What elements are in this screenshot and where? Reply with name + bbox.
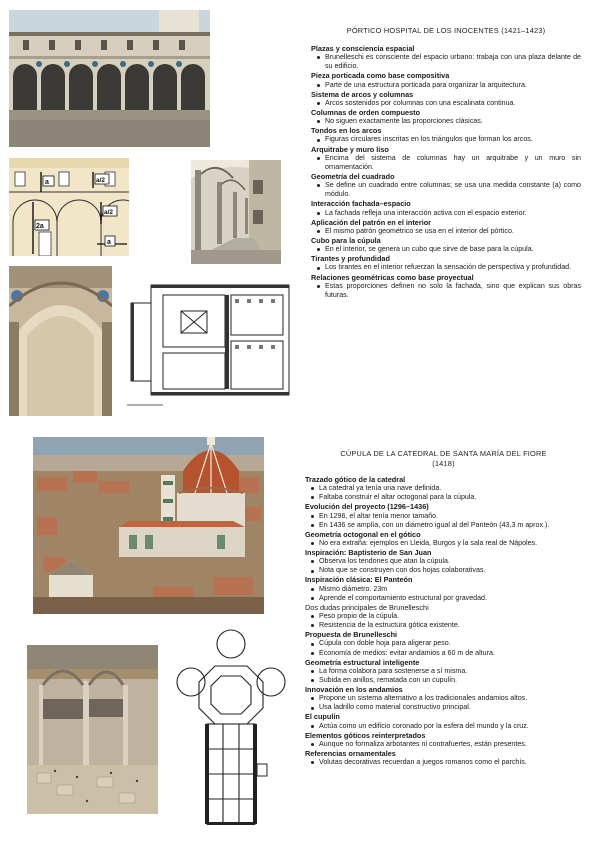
item-heading: Sistema de arcos y columnas	[311, 89, 414, 99]
photo-portico-corridor	[191, 160, 281, 264]
section-cupula-santa-maria	[305, 449, 582, 767]
item-bullet: Volutas decorativas recuerdan a juegos romanos como el parchís.	[319, 758, 582, 767]
item-bullet: En 1436 se amplía, con un diámetro igual al del Panteón (43,3 m aprox.).	[319, 521, 582, 530]
item-heading: Innovación en los andamios	[305, 685, 403, 695]
floor-plan-cathedral	[169, 624, 293, 831]
item-bullet: Los tirantes en el interior refuerzan la sensación de perspectiva y profundidad.	[325, 263, 581, 272]
item-bullet: La catedral ya tenía una nave definida.	[319, 484, 582, 493]
item-bullet: Actúa como un edificio coronado por la esfera del mundo y la cruz.	[319, 722, 582, 731]
photo-cathedral-interior	[27, 645, 158, 814]
item-heading: Dos dudas principales de Brunelleschi	[305, 602, 429, 612]
item-heading: Inspiración: Baptisterio de San Juan	[305, 548, 432, 558]
section-title-cupula-year: (1418)	[432, 459, 455, 468]
item-bullet: La fachada refleja una interacción activa con el espacio exterior.	[325, 209, 581, 218]
item-heading: Referencias ornamentales	[305, 749, 396, 759]
item-bullet: Observa los tendones que atan la cúpula.	[319, 557, 582, 566]
item-bullet: Aunque no formaliza arbotantes ni contrafuertes, están presentes.	[319, 740, 582, 749]
item-bullet: Mismo diámetro. 23m	[319, 585, 582, 594]
item-bullet: Brunelleschi es consciente del espacio urbano: trabaja con una plaza delante de su edificio.	[325, 53, 581, 71]
item-bullet: Figuras circulares inscritas en los triángulos que forman los arcos.	[325, 135, 581, 144]
item-heading: Cubo para la cúpula	[311, 235, 381, 245]
label-2a: 2a	[36, 223, 44, 230]
item-bullet: Arcos sostenidos por columnas con una escalinata continua.	[325, 99, 581, 108]
label-a: a	[45, 179, 49, 186]
item-heading: Tirantes y profundidad	[311, 254, 390, 264]
item-heading: Plazas y consciencia espacial	[311, 44, 415, 53]
item-heading: Inspiración clásica: El Panteón	[305, 575, 413, 585]
item-bullet: Cúpula con doble hoja para aligerar peso.	[319, 639, 582, 648]
item-heading: Evolución del proyecto (1296–1436)	[305, 502, 429, 512]
item-bullet: No era extraña: ejemplos en Lleida, Burgos y la sala real de Nápoles.	[319, 539, 582, 548]
section-title-hospital: PÓRTICO HOSPITAL DE LOS INOCENTES (1421–1423)	[346, 26, 546, 35]
item-heading: Columnas de orden compuesto	[311, 107, 421, 117]
item-bullet: Peso propio de la cúpula.	[319, 612, 582, 621]
item-heading: Arquitrabe y muro liso	[311, 144, 389, 154]
item-heading: Aplicación del patrón en el interior	[311, 217, 432, 227]
item-bullet: Nota que se construyen con dos hojas colaborativas.	[319, 566, 582, 575]
item-heading: Relaciones geométricas como base proyectual	[311, 272, 474, 282]
label-a-2: a	[107, 239, 111, 246]
item-bullet: Propone un sistema alternativo a los tradicionales andamios altos.	[319, 694, 582, 703]
item-bullet: La forma colabora para sostenerse a sí misma.	[319, 667, 582, 676]
item-heading: El cupulín	[305, 712, 340, 722]
label-a-half: a/2	[96, 177, 106, 184]
item-bullet: Subida en anillos, rematada con un cupulín.	[319, 676, 582, 685]
floor-plan-hospital	[123, 283, 295, 409]
item-bullet: Faltaba construir el altar octogonal para la cúpula.	[319, 493, 582, 502]
item-heading: Tondos en los arcos	[311, 126, 382, 136]
photo-hospital-facade	[9, 10, 210, 147]
photo-florence-cathedral-aerial	[33, 437, 264, 614]
item-bullet: Aprende el comportamiento estructural por gravedad.	[319, 594, 582, 603]
item-bullet: Usa ladrillo como material constructivo principal.	[319, 703, 582, 712]
item-heading: Interacción fachada–espacio	[311, 199, 411, 209]
item-heading: Propuesta de Brunelleschi	[305, 630, 398, 640]
item-bullet: En 1296, el altar tenía menor tamaño.	[319, 512, 582, 521]
item-bullet: Estas proporciones definen no solo la fachada, sino que explican sus obras futuras.	[325, 281, 581, 299]
item-heading: Elementos góticos reinterpretados	[305, 730, 426, 740]
item-heading: Pieza porticada como base compositiva	[311, 71, 450, 81]
item-heading: Geometría octogonal en el gótico	[305, 529, 421, 539]
item-bullet: Encima del sistema de columnas hay un arquitrabe y un muro sin ornamentación.	[325, 153, 581, 171]
item-bullet: Resistencia de la estructura gótica existente.	[319, 621, 582, 630]
item-bullet: Economía de medios: evitar andamios a 60 m de altura.	[319, 649, 582, 658]
diagram-facade-proportions	[9, 158, 129, 256]
item-bullet: Se define un cuadrado entre columnas; se usa una medida constante (a) como módulo.	[325, 181, 581, 199]
item-bullet: Parte de una estructura porticada para organizar la arquitectura.	[325, 81, 581, 90]
section-cupula-items	[305, 475, 582, 767]
label-a-half-2: a/2	[104, 209, 114, 216]
item-heading: Trazado gótico de la catedral	[305, 475, 406, 484]
item-bullet: No siguen exactamente las proporciones clásicas.	[325, 117, 581, 126]
item-bullet: En el interior, se genera un cubo que sirve de base para la cúpula.	[325, 245, 581, 254]
item-bullet: El mismo patrón geométrico se usa en el interior del pórtico.	[325, 227, 581, 236]
section-title-cupula: CÚPULA DE LA CATEDRAL DE SANTA MARÍA DEL FIORE	[340, 449, 547, 458]
item-heading: Geometría del cuadrado	[311, 171, 395, 181]
section-hospital-items	[311, 44, 581, 300]
section-hospital-inocentes	[311, 26, 581, 300]
item-heading: Geometría estructural inteligente	[305, 657, 420, 667]
photo-portico-interior	[9, 266, 112, 416]
